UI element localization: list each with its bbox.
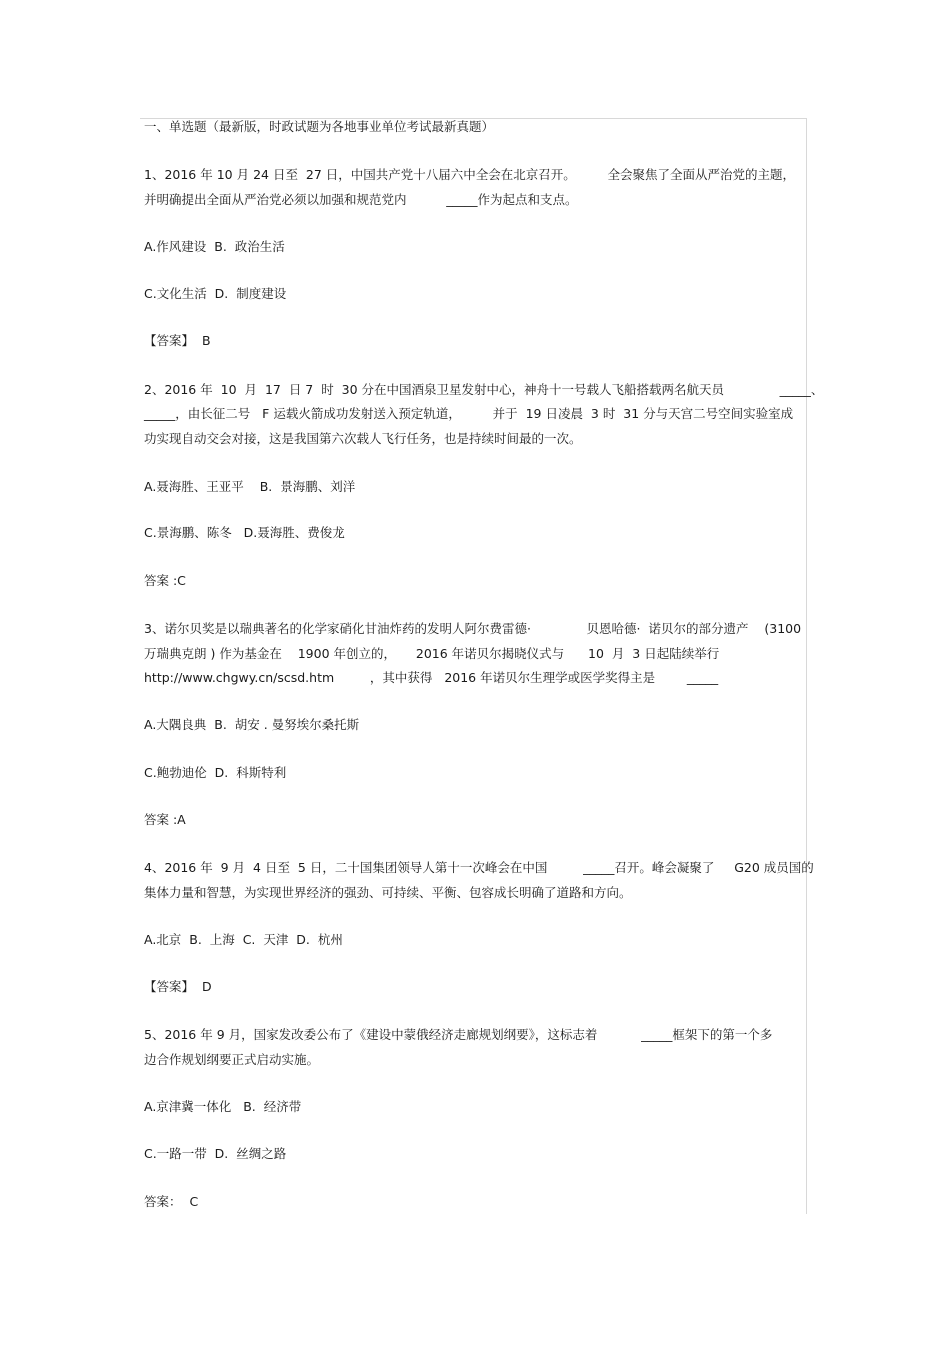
question-4-answer: 【答案】 D [144,979,212,994]
question-2-stem-line-1: 2、2016 年 10 月 17 日 7 时 30 分在中国酒泉卫星发射中心，神舟十一号载人飞船搭载两名航天员 _____、 [144,382,824,397]
question-3-stem-line-3: http://www.chgwy.cn/scsd.htm ，其中获得 2016 年诺贝尔生理学或医学奖得主是 _____ [144,670,719,685]
question-2-options-cd: C.景海鹏、陈冬 D.聂海胜、费俊龙 [144,525,345,540]
question-3-options-ab: A.大隅良典 B. 胡安 . 曼努埃尔桑托斯 [144,717,360,732]
question-4-stem-line-2: 集体力量和智慧，为实现世界经济的强劲、可持续、平衡、包容成长明确了道路和方向。 [144,885,632,900]
question-3-stem-line-2: 万瑞典克朗 ) 作为基金在 1900 年创立的， 2016 年诺贝尔揭晓仪式与 10 月 3 日起陆续举行 [144,646,720,661]
question-1-options-cd: C.文化生活 D. 制度建设 [144,286,287,301]
question-5-options-ab: A.京津冀一体化 B. 经济带 [144,1099,302,1114]
question-5-stem-line-1: 5、2016 年 9 月，国家发改委公布了《建设中蒙俄经济走廊规划纲要》，这标志着 _____框架下的第一个多 [144,1027,773,1042]
question-1-options-ab: A.作风建设 B. 政治生活 [144,239,285,254]
question-2-stem-line-2: _____，由长征二号 F 运载火箭成功发射送入预定轨道， 并于 19 日凌晨 3 时 31 分与天宫二号空间实验室成 [144,406,794,421]
question-2-answer: 答案 :C [144,573,186,588]
question-5-stem-line-2: 边合作规划纲要正式启动实施。 [144,1052,320,1067]
question-3-options-cd: C.鲍勃迪伦 D. 科斯特利 [144,765,287,780]
question-4-stem-line-1: 4、2016 年 9 月 4 日至 5 日，二十国集团领导人第十一次峰会在中国 _____召开。峰会凝聚了 G20 成员国的 [144,860,814,875]
question-5-answer: 答案： C [144,1194,199,1209]
question-2-options-ab: A.聂海胜、王亚平 B. 景海鹏、刘洋 [144,479,356,494]
question-1-stem-line-1: 1、2016 年 10 月 24 日至 27 日，中国共产党十八届六中全会在北京召开。 全会聚焦了全面从严治党的主题， [144,167,796,182]
section-heading: 一、单选题（最新版，时政试题为各地事业单位考试最新真题） [144,119,495,134]
question-3-stem-line-1: 3、诺尔贝奖是以瑞典著名的化学家硝化甘油炸药的发明人阿尔费雷德· 贝恩哈德· 诺贝尔的部分遗产 (3100 [144,621,802,636]
question-4-options: A.北京 B. 上海 C. 天津 D. 杭州 [144,932,343,947]
question-5-options-cd: C.一路一带 D. 丝绸之路 [144,1146,287,1161]
question-2-stem-line-3: 功实现自动交会对接，这是我国第六次载人飞行任务，也是持续时间最的一次。 [144,431,582,446]
question-1-stem-line-2: 并明确提出全面从严治党必须以加强和规范党内 _____作为起点和支点。 [144,192,578,207]
question-1-answer: 【答案】 B [144,333,211,348]
page-frame [140,118,807,1214]
question-3-answer: 答案 :A [144,812,186,827]
